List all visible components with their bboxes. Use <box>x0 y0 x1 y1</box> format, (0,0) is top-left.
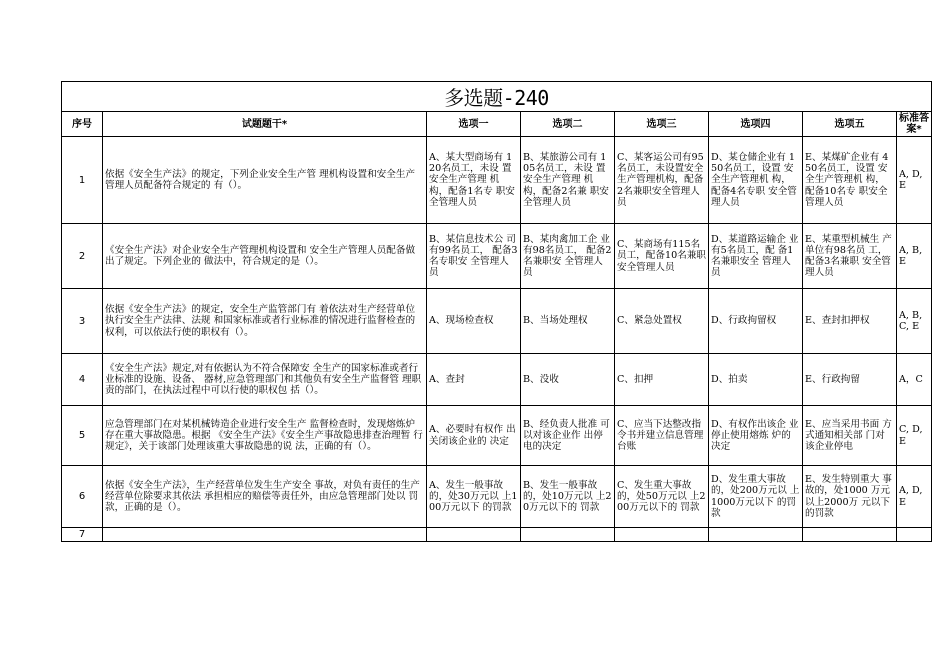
option-3: C、某客运公司有95名员工，未设置安全生产管理机构，配备2名兼职安全管理人员 <box>615 137 709 224</box>
header-option-2: 选项二 <box>521 112 615 137</box>
header-option-3: 选项三 <box>615 112 709 137</box>
option-1: A、查封 <box>427 354 521 406</box>
row-number: 6 <box>62 466 103 528</box>
answer: A, D, E <box>897 466 932 528</box>
table-row <box>62 289 932 354</box>
option-1: B、某信息技术公 司有99名员工， 配备3名专职安 全管理人员 <box>427 224 521 289</box>
option-4 <box>709 528 803 542</box>
option-4: D、拍卖 <box>709 354 803 406</box>
table-row <box>62 528 932 542</box>
answer: A，C <box>897 354 932 406</box>
answer: A, B, C, E <box>897 289 932 354</box>
option-5: E、行政拘留 <box>803 354 897 406</box>
question-stem <box>103 528 427 542</box>
option-3: C、紧急处置权 <box>615 289 709 354</box>
header-stem: 试题题干* <box>103 112 427 137</box>
row-number: 4 <box>62 354 103 406</box>
row-number: 1 <box>62 137 103 224</box>
option-2: B、某肉禽加工企 业有98名员工， 配备2名兼职安 全管理人员 <box>521 224 615 289</box>
option-1: A、某大型商场有 120名员工，未设 置安全生产管理 机构，配备1名专 职安全管理人员 <box>427 137 521 224</box>
header-row <box>62 112 932 137</box>
option-2: B、发生一般事故 的，处10万元以 上20万元以下的 罚款 <box>521 466 615 528</box>
option-5: E、某煤矿企业有 450名员工，设置 安全生产管理机 构，配备10名专 职安全管理人员 <box>803 137 897 224</box>
option-4: D、某仓储企业有 150名员工，设置 安全生产管理机 构，配备4名专职 安全管理人员 <box>709 137 803 224</box>
option-2: B、没收 <box>521 354 615 406</box>
question-stem: 应急管理部门在对某机械铸造企业进行安全生产 监督检查时，发现熔炼炉存在重大事故隐患。根据 《安全生产法》《安全生产事故隐患排查治理暂 行规定》，关于该部门处理该重大事故隐患的说 法，正确的有（）。 <box>103 406 427 466</box>
table-row <box>62 466 932 528</box>
option-5: E、某重型机械生 产单位有98名员 工，配备3名兼职 安全管理人员 <box>803 224 897 289</box>
option-2 <box>521 528 615 542</box>
question-stem: 依据《安全生产法》的规定，下列企业安全生产管 理机构设置和安全生产管理人员配备符合规定的 有（）。 <box>103 137 427 224</box>
option-5 <box>803 528 897 542</box>
option-3: C、应当下达整改指令书并建立信息管理台账 <box>615 406 709 466</box>
option-4: D、某道路运输企 业有5名员工，配 备1名兼职安全 管理人员 <box>709 224 803 289</box>
option-1: A、必要时有权作 出关闭该企业的 决定 <box>427 406 521 466</box>
option-3: C、某商场有115名员工，配备10名兼职安全管理人员 <box>615 224 709 289</box>
option-5: E、查封扣押权 <box>803 289 897 354</box>
answer: A, B, E <box>897 224 932 289</box>
question-stem: 依据《安全生产法》，生产经营单位发生生产安全 事故，对负有责任的生产经营单位除要求其依法 承担相应的赔偿等责任外，由应急管理部门处以 罚款，正确的是（）。 <box>103 466 427 528</box>
question-stem: 《安全生产法》对企业安全生产管理机构设置和 安全生产管理人员配备做出了规定。下列企业的 做法中，符合规定的是（）。 <box>103 224 427 289</box>
header-no: 序号 <box>62 112 103 137</box>
table-row <box>62 354 932 406</box>
header-option-4: 选项四 <box>709 112 803 137</box>
question-table <box>61 81 932 542</box>
table-row <box>62 224 932 289</box>
option-3: C、扣押 <box>615 354 709 406</box>
option-5: E、应当采用书面 方式通知相关部 门对该企业停电 <box>803 406 897 466</box>
option-3: C、发生重大事故 的，处50万元以 上200万元以下的 罚款 <box>615 466 709 528</box>
option-4: D、发生重大事故 的，处200万元以 上1000万元以下 的罚款 <box>709 466 803 528</box>
header-option-5: 选项五 <box>803 112 897 137</box>
option-3 <box>615 528 709 542</box>
option-5: E、发生特别重大 事故的，处1000 万元以上2000万 元以下的罚款 <box>803 466 897 528</box>
option-2: B、某旅游公司有 105名员工，未设 置安全生产管理 机构，配备2名兼 职安全管理人员 <box>521 137 615 224</box>
option-1: A、现场检查权 <box>427 289 521 354</box>
option-2: B、经负责人批准 可以对该企业作 出停电的决定 <box>521 406 615 466</box>
header-answer: 标准答案* <box>897 112 932 137</box>
header-option-1: 选项一 <box>427 112 521 137</box>
option-4: D、有权作出该企 业停止使用熔炼 炉的决定 <box>709 406 803 466</box>
table-row <box>62 137 932 224</box>
sheet-title: 多选题-240 <box>62 82 932 112</box>
row-number: 3 <box>62 289 103 354</box>
row-number: 5 <box>62 406 103 466</box>
option-4: D、行政拘留权 <box>709 289 803 354</box>
answer: C, D, E <box>897 406 932 466</box>
option-2: B、当场处理权 <box>521 289 615 354</box>
option-1: A、发生一般事故 的，处30万元以 上100万元以下 的罚款 <box>427 466 521 528</box>
question-stem: 《安全生产法》规定,对有依据认为不符合保障安 全生产的国家标准或者行业标准的设施、设备、 器材,应急管理部门和其他负有安全生产监督管 理职责的部门，在执法过程中可以行使的职权包 括（）。 <box>103 354 427 406</box>
row-number: 7 <box>62 528 103 542</box>
answer: A, D, E <box>897 137 932 224</box>
question-stem: 依据《安全生产法》的规定，安全生产监管部门有 着依法对生产经营单位执行安全生产法律、法规 和国家标准或者行业标准的情况进行监督检查的 权利，可以依法行使的职权有（）。 <box>103 289 427 354</box>
answer <box>897 528 932 542</box>
row-number: 2 <box>62 224 103 289</box>
table-row <box>62 406 932 466</box>
option-1 <box>427 528 521 542</box>
